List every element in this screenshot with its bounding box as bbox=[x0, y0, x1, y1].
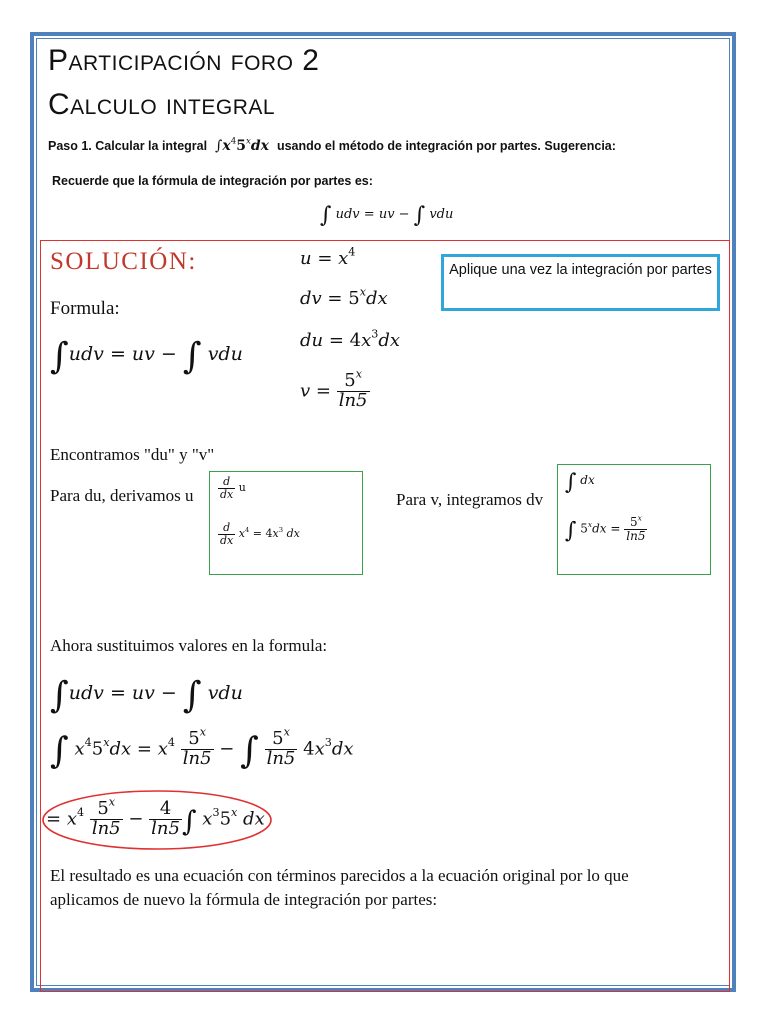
derivative-of-u: $\frac{d}{dx}$ u bbox=[220, 475, 246, 501]
formula-by-parts: ∫udv = uv − ∫ vdu bbox=[50, 336, 243, 377]
result-explanation-line2: aplicamos de nuevo la fórmula de integración por partes: bbox=[50, 890, 438, 909]
v-definition: v = $\frac{5^x}{\ln 5}$ bbox=[300, 367, 368, 411]
formula-label: Formula: bbox=[50, 298, 120, 319]
derivative-of-x4: $\frac{d}{dx}$ $x^4 = 4x^3$ dx bbox=[220, 521, 300, 547]
step-1-suffix: usando el método de integración por partes. Sugerencia: bbox=[276, 139, 616, 153]
step-1-integral: $\int x^45^xdx$ bbox=[210, 136, 270, 154]
solution-heading: SOLUCIÓN: bbox=[50, 248, 197, 275]
dv-definition: dv = $5^xdx$ bbox=[300, 285, 388, 309]
du-definition: du = $4x^3dx$ bbox=[300, 327, 401, 351]
hint-box: Aplique una vez la integración por partes bbox=[441, 254, 720, 311]
result-explanation-line1: El resultado es una ecuación con términos parecidos a la ecuación original por lo que bbox=[50, 866, 629, 885]
integral-of-dv: ∫ dx bbox=[565, 470, 595, 495]
integration-by-parts-formula: ∫ udv = uv − ∫ vdu bbox=[320, 203, 454, 228]
integral-of-5x: ∫ $5^xdx$ = $\frac{5^x}{\ln 5}$ bbox=[565, 513, 646, 544]
find-du-v-text: Encontramos "du" y "v" bbox=[50, 445, 215, 464]
page-subtitle: Calculo integral bbox=[48, 88, 276, 121]
substituted-equation: ∫ $x^45^xdx = x^4$ $\frac{5^x}{\ln 5}$ − ∫ $\frac{5^x}{\ln 5}$ $4x^3dx$ bbox=[50, 725, 354, 772]
step-1-prefix: Paso 1. Calcular la integral bbox=[48, 139, 208, 153]
simplified-result: = $x^4$ $\frac{5^x}{\ln 5}$ − $\frac{4}{\ln 5}$ ∫ $x^35^x$ dx bbox=[46, 795, 265, 839]
substitute-text: Ahora sustituimos valores en la formula: bbox=[50, 636, 328, 655]
para-du-text: Para du, derivamos u bbox=[50, 486, 194, 505]
para-v-text: Para v, integramos dv bbox=[396, 490, 544, 509]
hint-formula-intro: Recuerde que la fórmula de integración por partes es: bbox=[52, 174, 373, 188]
u-definition: $u = x^4$ bbox=[300, 245, 356, 269]
step-1-instruction bbox=[48, 138, 616, 154]
formula-restated: ∫udv = uv − ∫ vdu bbox=[50, 675, 243, 716]
page-title: Participación foro 2 bbox=[48, 44, 320, 77]
